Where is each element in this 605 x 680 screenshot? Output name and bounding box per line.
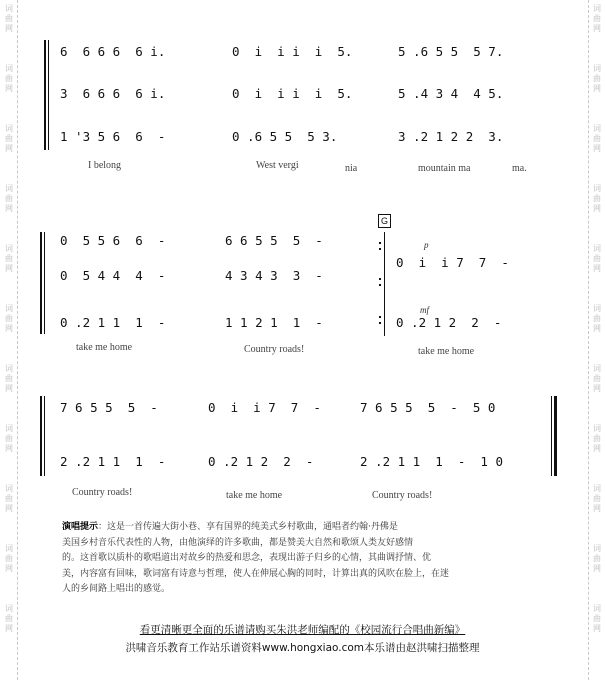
measure: 7 6 5 5 5 - 5 0 <box>360 400 496 415</box>
measure: 0 i i 7 7 - <box>396 255 509 270</box>
measure: 2 .2 1 1 1 - <box>60 454 166 469</box>
measure: 5 .4 3 4 4 5. <box>398 86 504 101</box>
watermark-text: 词 曲 网 <box>593 484 601 513</box>
system-bracket-line <box>44 396 45 476</box>
measure: 5 .6 5 5 5 7. <box>398 44 504 59</box>
watermark-text: 词 曲 网 <box>593 184 601 213</box>
measure: 6 6 6 6 6 i. <box>60 44 166 59</box>
measure: 0 5 4 4 4 - <box>60 268 166 283</box>
right-watermark-column <box>587 0 605 680</box>
system-bracket-line <box>48 40 49 150</box>
watermark-text: 词 曲 网 <box>5 64 13 93</box>
lyric: ma. <box>512 163 527 174</box>
measure: 0 5 5 6 6 - <box>60 233 166 248</box>
right-dashed-border <box>588 0 589 680</box>
system-bracket-line <box>40 396 42 476</box>
lyric: Country roads! <box>372 490 433 501</box>
promo-line-purchase: 看更清晰更全面的乐谱请购买朱洪老师编配的《校园流行合唱曲新编》 <box>139 624 466 636</box>
measure: 0 i i 7 7 - <box>208 400 321 415</box>
measure: 1 '3 5 6 6 - <box>60 129 166 144</box>
measure: 6 6 5 5 5 - <box>225 233 323 248</box>
system-bracket-line <box>44 232 45 334</box>
measure: 3 .2 1 2 2 3. <box>398 129 504 144</box>
repeat-barline <box>384 232 385 336</box>
repeat-dot <box>379 248 381 250</box>
dynamic-marking: p <box>424 240 429 250</box>
watermark-text: 词 曲 网 <box>593 544 601 573</box>
tips-line-4: 美，内容富有回味，歌词富有诗意与哲理，使人在伸展心胸的同时，计算出真的风吹在脸上，在迷 <box>62 568 450 579</box>
watermark-text: 词 曲 网 <box>593 124 601 153</box>
watermark-text: 词 曲 网 <box>593 244 601 273</box>
staff-row-alto <box>0 265 323 287</box>
staff-row-soprano <box>0 230 323 252</box>
system-bracket-line <box>44 40 46 150</box>
staff-row-alto <box>0 83 504 105</box>
watermark-text: 词 曲 网 <box>5 244 13 273</box>
watermark-text: 词 曲 网 <box>5 604 13 633</box>
repeat-dot <box>379 278 381 280</box>
system-bracket-line <box>40 232 42 334</box>
watermark-text: 词 曲 网 <box>5 4 13 33</box>
watermark-text: 词 曲 网 <box>593 4 601 33</box>
watermark-text: 词 曲 网 <box>593 64 601 93</box>
lyric: take me home <box>76 342 133 353</box>
watermark-text: 词 曲 网 <box>593 424 601 453</box>
watermark-text: 词 曲 网 <box>5 364 13 393</box>
lyric: I belong <box>88 160 122 171</box>
measure: 7 6 5 5 5 - <box>60 400 158 415</box>
final-barline-thick <box>554 396 557 476</box>
lyric: take me home <box>418 346 475 357</box>
staff-row-soprano <box>0 41 504 63</box>
measure: 0 i i i i 5. <box>232 44 353 59</box>
promo-line-source: 洪啸音乐教育工作站乐谱资料www.hongxiao.com本乐谱由赵洪啸扫描整理 <box>125 642 480 654</box>
tips-line-5: 人的乡间路上唱出的感觉。 <box>62 584 171 594</box>
tips-label: 演唱提示 <box>62 522 99 532</box>
measure: 2 .2 1 1 1 - 1 0 <box>360 454 503 469</box>
watermark-text: 词 曲 网 <box>5 124 13 153</box>
measure: 1 1 2 1 1 - <box>225 315 323 330</box>
repeat-dot <box>379 284 381 286</box>
watermark-text: 词 曲 网 <box>593 604 601 633</box>
lyric: nia <box>345 163 358 174</box>
measure: 0 .2 1 1 1 - <box>60 315 166 330</box>
lyric: take me home <box>226 490 283 501</box>
watermark-text: 词 曲 网 <box>5 184 13 213</box>
staff-row-lower <box>0 451 503 473</box>
lyric: West vergi <box>256 160 299 171</box>
performance-tips <box>62 520 552 598</box>
measure: 3 6 6 6 6 i. <box>60 86 166 101</box>
watermark-text: 词 曲 网 <box>5 544 13 573</box>
watermark-text: 词 曲 网 <box>5 424 13 453</box>
measure: 4 3 4 3 3 - <box>225 268 323 283</box>
measure: 0 i i i i 5. <box>232 86 353 101</box>
tips-line-3: 的。这首歌以质朴的歌唱道出对故乡的热爱和思念，表现出游子归乡的心情，其曲调抒情、优 <box>62 553 432 563</box>
rehearsal-mark-box: G <box>378 214 391 228</box>
measure: 0 .6 5 5 5 3. <box>232 129 338 144</box>
watermark-text: 词 曲 网 <box>593 364 601 393</box>
staff-row-bass <box>0 126 504 148</box>
staff-row-bass <box>0 312 502 334</box>
dynamic-marking: mf <box>420 305 429 315</box>
repeat-dot <box>379 242 381 244</box>
staff-row-upper <box>0 397 496 419</box>
tips-line-1: 演唱提示：这是一首传遍大街小巷、享有国界的纯美式乡村歌曲，通唱者约翰·丹佛是 <box>62 522 398 532</box>
watermark-text: 词 曲 网 <box>5 484 13 513</box>
final-barline-thin <box>551 396 552 476</box>
measure: 0 .2 1 2 2 - <box>208 454 314 469</box>
tips-line-2: 美国乡村音乐代表性的人物，由他演绎的许多歌曲，都是赞美大自然和歌颂人类友好感情 <box>62 537 414 548</box>
watermark-text: 词 曲 网 <box>593 304 601 333</box>
lyric: Country roads! <box>244 344 305 355</box>
repeat-dot <box>379 322 381 324</box>
watermark-text: 词 曲 网 <box>5 304 13 333</box>
lyric: Country roads! <box>72 487 133 498</box>
repeat-dot <box>379 316 381 318</box>
measure: 0 .2 1 2 2 - <box>396 315 502 330</box>
lyric: mountain ma <box>418 163 471 174</box>
